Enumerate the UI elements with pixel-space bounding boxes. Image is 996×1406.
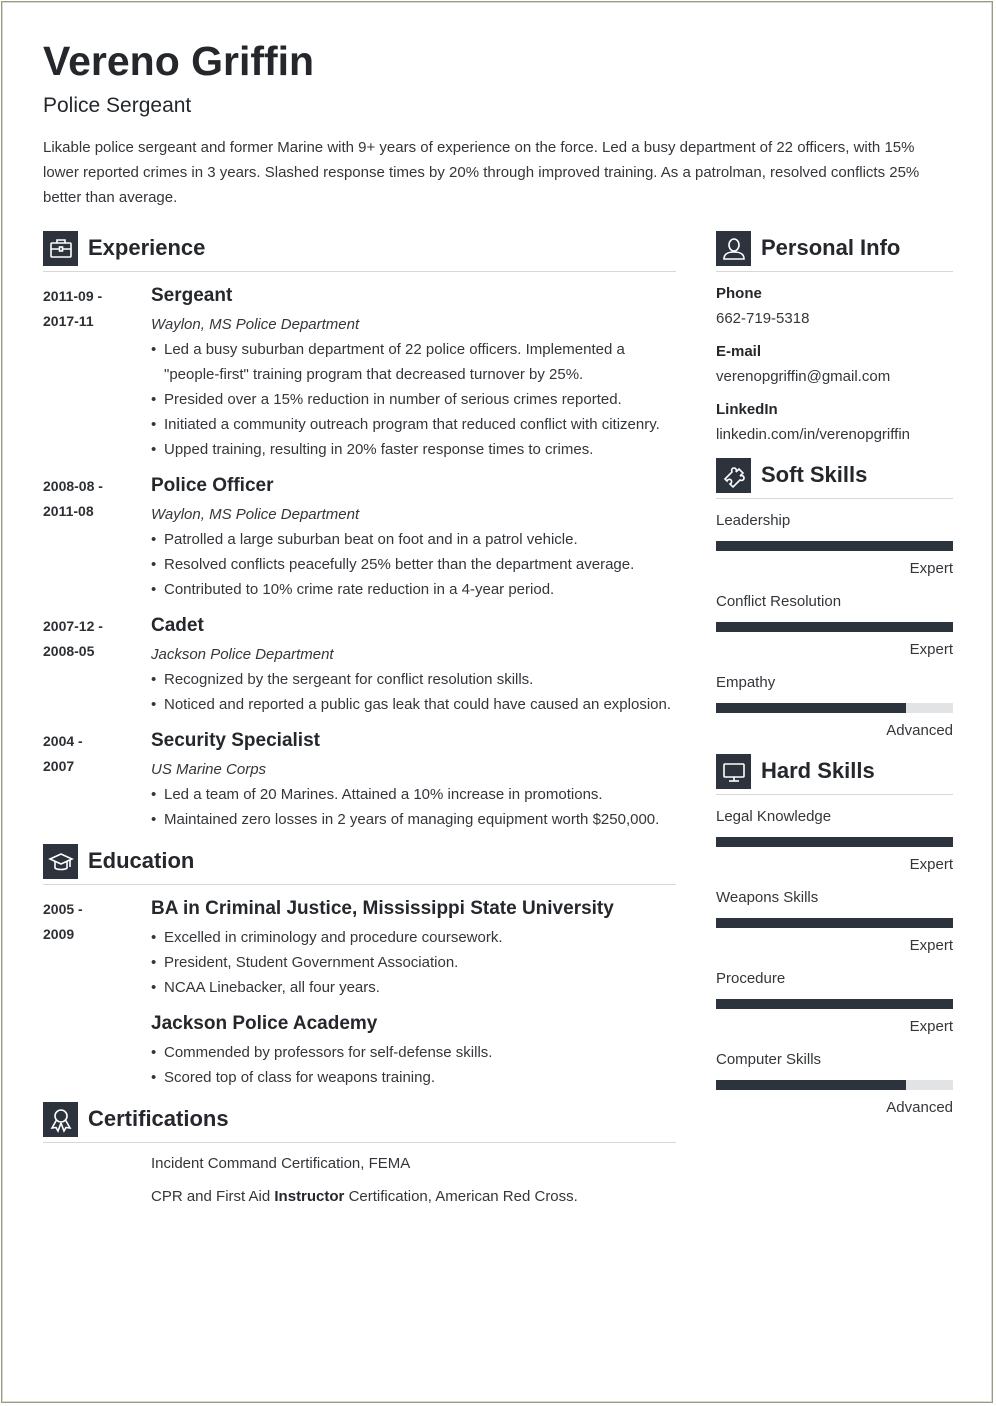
- bullet-item: • NCAA Linebacker, all four years.: [151, 975, 676, 1000]
- skill-level: Expert: [909, 560, 953, 577]
- graduation-cap-icon: [43, 844, 78, 879]
- education-bullets: [151, 1040, 676, 1090]
- skill-name: Conflict Resolution: [716, 593, 842, 610]
- bullet-item: • Noticed and reported a public gas leak that could have caused an explosion.: [151, 692, 676, 717]
- entry-dates: [43, 897, 143, 947]
- summary: Likable police sergeant and former Marine with 9+ years of experience on the force. Led a busy department of 22 officers, with 15% lower reported crimes in 3 years. Slashed response times by 20% through improved training. As a patrolman, resolved conflicts 25% better than average.: [43, 139, 920, 206]
- cert-text: Certification, American Red Cross.: [344, 1188, 578, 1205]
- email-label: E-mail: [716, 343, 762, 360]
- job-organization: Jackson Police Department: [151, 646, 334, 663]
- skill-bar: [716, 837, 953, 847]
- skill-bar-fill: [716, 1080, 906, 1090]
- bullet-item: • Commended by professors for self-defense skills.: [151, 1040, 676, 1065]
- skill-name: Weapons Skills: [716, 889, 819, 906]
- briefcase-icon: [43, 231, 78, 266]
- entry-dates: [43, 614, 143, 664]
- bullet-item: • Maintained zero losses in 2 years of managing equipment worth $250,000.: [151, 807, 676, 832]
- job-role: Police Officer: [151, 475, 274, 496]
- puzzle-piece-icon: [716, 458, 751, 493]
- date-end: 2009: [43, 926, 75, 942]
- certifications-title: Certifications: [88, 1106, 229, 1131]
- experience-title: Experience: [88, 235, 206, 260]
- skill-name: Legal Knowledge: [716, 808, 832, 825]
- skill-bar: [716, 622, 953, 632]
- date-end: 2007: [43, 758, 75, 774]
- date-end: 2008-05: [43, 643, 95, 659]
- bullet-item: • Presided over a 15% reduction in number of serious crimes reported.: [151, 387, 676, 412]
- job-organization: Waylon, MS Police Department: [151, 316, 360, 333]
- education-heading: [43, 844, 676, 885]
- skill-item: [716, 808, 953, 883]
- skill-level: Expert: [909, 937, 953, 954]
- bullet-item: • President, Student Government Association.: [151, 950, 676, 975]
- date-start: 2011-09 -: [43, 288, 103, 304]
- job-bullets: [151, 337, 676, 462]
- award-ribbon-icon: [43, 1102, 78, 1137]
- experience-heading: [43, 231, 676, 272]
- job-bullets: [151, 527, 676, 602]
- skill-level: Advanced: [886, 722, 953, 739]
- skill-bar: [716, 999, 953, 1009]
- date-start: 2007-12 -: [43, 618, 103, 634]
- skill-item: [716, 1051, 953, 1126]
- date-start: 2004 -: [43, 733, 83, 749]
- email-value: verenopgriffin@gmail.com: [716, 368, 891, 385]
- skill-bar-fill: [716, 837, 953, 847]
- skill-level: Expert: [909, 1018, 953, 1035]
- skill-name: Procedure: [716, 970, 786, 987]
- linkedin-value: linkedin.com/in/verenopgriffin: [716, 426, 910, 443]
- education-title: Education: [88, 848, 195, 873]
- cert-text-bold: Instructor: [274, 1188, 345, 1205]
- date-start: 2005 -: [43, 901, 83, 917]
- phone-value: 662-719-5318: [716, 310, 810, 327]
- person-icon: [716, 231, 751, 266]
- certification-item: Incident Command Certification, FEMA: [151, 1155, 411, 1172]
- bullet-item: • Contributed to 10% crime rate reduction in a 4-year period.: [151, 577, 676, 602]
- certification-item: [151, 1188, 578, 1205]
- bullet-item: • Upped training, resulting in 20% faster response times to crimes.: [151, 437, 676, 462]
- skill-level: Advanced: [886, 1099, 953, 1116]
- bullet-item: • Resolved conflicts peacefully 25% better than the department average.: [151, 552, 676, 577]
- entry-dates: [43, 729, 143, 779]
- skill-bar-fill: [716, 622, 953, 632]
- candidate-title: Police Sergeant: [43, 94, 192, 117]
- soft-skills-heading: [716, 458, 953, 499]
- bullet-item: • Led a busy suburban department of 22 police officers. Implemented a "people-first" training program that decreased turnover by 25%.: [151, 337, 676, 387]
- bullet-item: • Led a team of 20 Marines. Attained a 10% increase in promotions.: [151, 782, 676, 807]
- phone-label: Phone: [716, 285, 762, 302]
- personal-info-title: Personal Info: [761, 235, 901, 260]
- job-role: Security Specialist: [151, 730, 320, 751]
- linkedin-label: LinkedIn: [716, 401, 778, 418]
- skill-bar-fill: [716, 999, 953, 1009]
- skill-item: [716, 593, 953, 668]
- bullet-item: • Initiated a community outreach program that reduced conflict with citizenry.: [151, 412, 676, 437]
- bullet-item: • Patrolled a large suburban beat on foot and in a patrol vehicle.: [151, 527, 676, 552]
- skill-bar: [716, 918, 953, 928]
- education-bullets: [151, 925, 676, 1000]
- skill-bar-fill: [716, 918, 953, 928]
- skill-bar: [716, 541, 953, 551]
- cert-text: CPR and First Aid: [151, 1188, 275, 1205]
- skill-level: Expert: [909, 641, 953, 658]
- job-role: Cadet: [151, 615, 204, 636]
- skill-name: Leadership: [716, 512, 791, 529]
- skill-name: Empathy: [716, 674, 776, 691]
- skill-item: [716, 512, 953, 587]
- bullet-item: • Excelled in criminology and procedure coursework.: [151, 925, 676, 950]
- job-role: Sergeant: [151, 285, 233, 306]
- entry-dates: [43, 284, 143, 334]
- skill-item: [716, 889, 953, 964]
- skill-bar-fill: [716, 541, 953, 551]
- job-organization: US Marine Corps: [151, 761, 267, 778]
- candidate-name: Vereno Griffin: [43, 38, 315, 84]
- bullet-item: • Recognized by the sergeant for conflict resolution skills.: [151, 667, 676, 692]
- degree: Jackson Police Academy: [151, 1013, 378, 1034]
- job-bullets: [151, 667, 676, 717]
- monitor-icon: [716, 754, 751, 789]
- personal-info-heading: [716, 231, 953, 272]
- job-bullets: [151, 782, 676, 832]
- skill-bar-fill: [716, 703, 906, 713]
- skill-bar: [716, 1080, 953, 1090]
- entry-dates: [43, 474, 143, 524]
- skill-item: [716, 674, 953, 749]
- certifications-heading: [43, 1102, 676, 1143]
- degree: BA in Criminal Justice, Mississippi State University: [151, 898, 614, 919]
- hard-skills-heading: [716, 754, 953, 795]
- date-end: 2011-08: [43, 503, 94, 519]
- skill-level: Expert: [909, 856, 953, 873]
- skill-name: Computer Skills: [716, 1051, 822, 1068]
- date-start: 2008-08 -: [43, 478, 103, 494]
- skill-item: [716, 970, 953, 1045]
- hard-skills-title: Hard Skills: [761, 758, 875, 783]
- skill-bar: [716, 703, 953, 713]
- soft-skills-title: Soft Skills: [761, 462, 868, 487]
- date-end: 2017-11: [43, 313, 94, 329]
- bullet-item: • Scored top of class for weapons training.: [151, 1065, 676, 1090]
- job-organization: Waylon, MS Police Department: [151, 506, 360, 523]
